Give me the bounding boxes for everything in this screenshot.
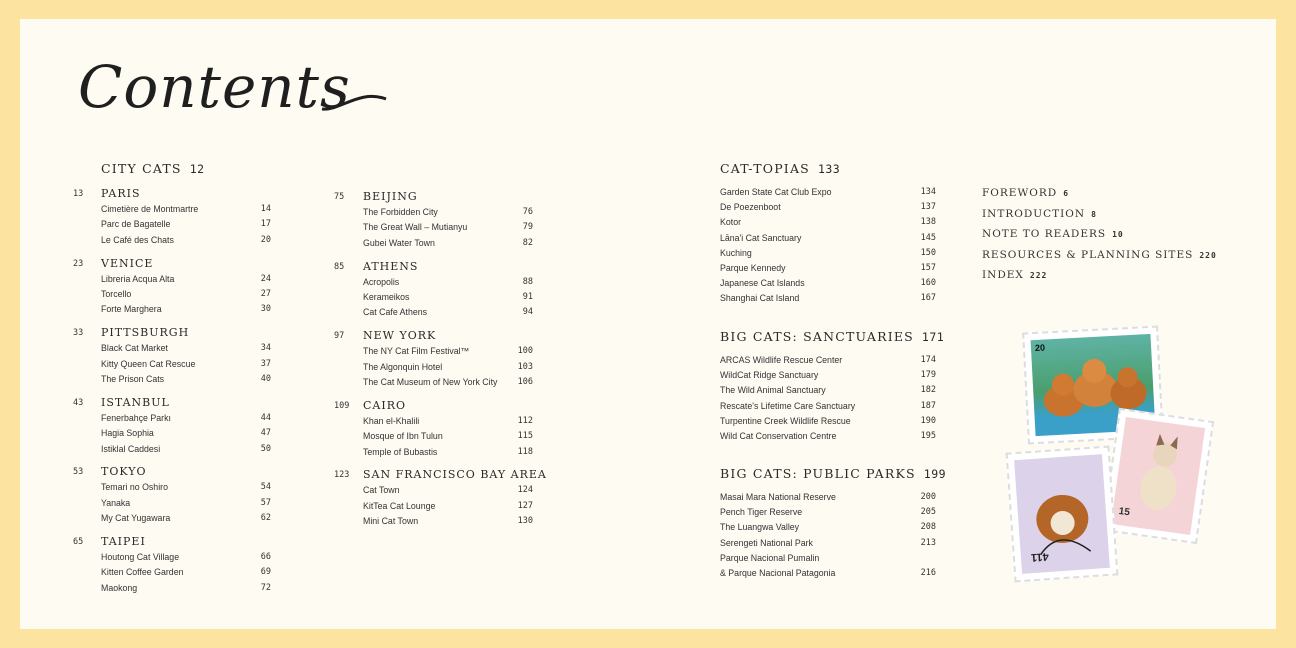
section-label: BIG CATS: PUBLIC PARKS: [720, 466, 916, 481]
entry-title: Black Cat Market: [101, 343, 168, 354]
entry-title: Cimetière de Montmartre: [101, 204, 199, 214]
toc-entry[interactable]: [720, 370, 936, 380]
stamp-value: 15: [1117, 505, 1131, 519]
entry-page: 208: [920, 522, 936, 533]
entry-page: 62: [260, 513, 271, 524]
chapter-number: 85: [334, 261, 345, 272]
toc-entry[interactable]: [363, 207, 533, 217]
section-page: 199: [923, 467, 947, 481]
entry-page: 27: [260, 289, 271, 299]
entry-title: De Poezenboot: [720, 202, 781, 213]
toc-entry[interactable]: [101, 274, 271, 284]
entry-page: 100: [517, 346, 533, 357]
entry-title: Gubei Water Town: [363, 237, 435, 248]
entry-title: Houtong Cat Village: [101, 552, 180, 562]
city-heading[interactable]: PITTSBURGH: [101, 326, 190, 340]
section-page: 133: [817, 162, 841, 176]
toc-entry[interactable]: [363, 501, 533, 511]
entry-title: Yanaka: [101, 497, 131, 508]
entry-title: Acropolis: [363, 276, 400, 287]
toc-entry[interactable]: [101, 304, 271, 314]
toc-entry[interactable]: [363, 377, 533, 387]
entry-page: 10: [1112, 230, 1124, 239]
section-sanctuaries[interactable]: [720, 329, 944, 344]
entry-page: 179: [920, 370, 936, 381]
entry-title: Le Café des Chats: [101, 234, 174, 245]
entry-page: 24: [260, 273, 271, 284]
toc-entry[interactable]: [363, 362, 533, 372]
entry-title: Rescate's Lifetime Care Sanctuary: [720, 400, 856, 411]
entry-page: 17: [260, 219, 271, 230]
toc-entry[interactable]: [720, 431, 936, 441]
toc-entry[interactable]: [720, 568, 936, 578]
entry-page: 103: [517, 361, 533, 372]
entry-title: The Cat Museum of New York City: [363, 377, 498, 387]
entry-title: The Algonquin Hotel: [363, 361, 443, 372]
entry-title: Kuching: [720, 247, 752, 258]
entry-page: 14: [260, 204, 271, 214]
entry-page: 34: [260, 343, 271, 354]
entry-title: INDEX: [982, 269, 1024, 281]
entry-page: 57: [260, 497, 271, 508]
toc-entry[interactable]: [363, 416, 533, 426]
entry-page: 82: [522, 237, 533, 248]
toc-entry[interactable]: [101, 235, 271, 245]
front-matter-entry[interactable]: [982, 187, 1069, 199]
entry-page: 182: [920, 385, 936, 396]
entry-title: Hagia Sophia: [101, 428, 154, 439]
entry-title: Cat Town: [363, 485, 400, 496]
toc-entry[interactable]: [720, 217, 936, 227]
entry-page: 8: [1091, 209, 1097, 219]
chapter-number: 13: [73, 189, 84, 199]
toc-entry[interactable]: [363, 277, 533, 287]
entry-page: 205: [920, 507, 936, 518]
entry-title: The Great Wall – Mutianyu: [363, 222, 468, 233]
entry-page: 20: [260, 234, 271, 245]
chapter-number: 97: [334, 331, 345, 342]
entry-page: 137: [920, 202, 936, 213]
chapter-number: 75: [334, 192, 345, 202]
entry-page: 76: [522, 207, 533, 217]
city-heading[interactable]: CAIRO: [363, 398, 407, 412]
toc-entry[interactable]: [363, 238, 533, 248]
entry-page: 145: [920, 232, 936, 243]
toc-entry[interactable]: [101, 567, 271, 577]
entry-page: 72: [260, 582, 271, 593]
toc-entry[interactable]: [720, 278, 936, 288]
entry-title: Fenerbahçe Parkı: [101, 412, 171, 423]
toc-entry[interactable]: [720, 538, 936, 548]
entry-title: NOTE TO READERS: [982, 228, 1107, 240]
entry-page: 127: [517, 500, 533, 511]
entry-page: 150: [920, 247, 936, 258]
entry-title: INTRODUCTION: [982, 207, 1086, 220]
entry-title: The NY Cat Film Festival™: [363, 346, 470, 357]
entry-title: Parque Kennedy: [720, 263, 786, 273]
toc-entry[interactable]: [720, 355, 936, 365]
entry-page: 160: [920, 278, 936, 289]
chapter-number: 23: [73, 258, 84, 269]
entry-page: 106: [517, 377, 533, 387]
toc-entry[interactable]: [363, 346, 533, 356]
entry-page: 187: [920, 400, 936, 411]
entry-page: 94: [522, 307, 533, 318]
entry-page: 79: [522, 222, 533, 233]
chapter-number: 33: [73, 328, 84, 339]
chapter-number: 43: [73, 397, 84, 408]
entry-page: 167: [920, 293, 936, 304]
section-cat-topias[interactable]: [720, 161, 840, 176]
city-heading[interactable]: TAIPEI: [101, 535, 146, 548]
entry-page: 88: [522, 276, 533, 287]
entry-title: Turpentine Creek Wildlife Rescue: [720, 415, 851, 426]
toc-entry[interactable]: [101, 219, 271, 229]
toc-entry[interactable]: [363, 447, 533, 457]
stamp-value: 20: [1034, 342, 1046, 353]
entry-title: Kotor: [720, 217, 742, 228]
section-label: BIG CATS: SANCTUARIES: [720, 329, 914, 344]
section-page: 171: [921, 330, 945, 344]
entry-page: 47: [260, 428, 271, 439]
toc-entry[interactable]: [363, 431, 533, 441]
toc-entry[interactable]: [720, 233, 936, 243]
entry-page: 220: [1199, 250, 1217, 260]
entry-page: 40: [260, 374, 271, 384]
entry-title: The Forbidden City: [363, 207, 438, 217]
entry-title: Forte Marghera: [101, 304, 162, 315]
entry-title: Shanghai Cat Island: [720, 293, 800, 304]
toc-entry[interactable]: [720, 522, 936, 532]
entry-page: 130: [517, 516, 533, 527]
entry-title: Khan el-Khalili: [363, 415, 420, 426]
toc-entry[interactable]: [101, 583, 271, 593]
entry-page: 54: [260, 482, 271, 493]
entry-title: FOREWORD: [982, 187, 1058, 199]
title-swash: [320, 79, 390, 119]
toc-entry[interactable]: [101, 428, 271, 438]
front-matter-entry[interactable]: [982, 269, 1047, 281]
entry-title: Pench Tiger Reserve: [720, 507, 803, 518]
toc-entry[interactable]: [720, 507, 936, 517]
entry-page: 6: [1063, 189, 1070, 198]
stamp-siamese: [1102, 408, 1214, 544]
toc-entry[interactable]: [720, 553, 936, 563]
entry-title: Temari no Oshiro: [101, 482, 168, 493]
stamp-scottish-fold: [1006, 446, 1119, 583]
entry-page: 50: [260, 443, 271, 454]
section-page: 12: [189, 162, 205, 176]
entry-page: 112: [517, 415, 533, 426]
entry-page: 69: [260, 567, 271, 578]
toc-entry[interactable]: [101, 413, 271, 423]
entry-page: 66: [260, 552, 271, 562]
entry-title: Kerameikos: [363, 292, 410, 302]
entry-page: 134: [920, 187, 936, 197]
entry-title: Cat Cafe Athens: [363, 307, 428, 318]
toc-entry[interactable]: [720, 293, 936, 303]
contents-page: [20, 19, 1276, 629]
entry-page: 115: [517, 431, 533, 442]
entry-title: Garden State Cat Club Expo: [720, 187, 832, 197]
entry-page: 138: [920, 217, 936, 228]
entry-title: Istiklal Caddesi: [101, 443, 161, 454]
city-heading[interactable]: PARIS: [101, 187, 141, 200]
entry-page: 30: [260, 304, 271, 315]
entry-page: 213: [920, 537, 936, 548]
entry-page: 91: [522, 292, 533, 302]
toc-entry[interactable]: [720, 492, 936, 502]
front-matter-entry[interactable]: [982, 228, 1124, 240]
section-label: CAT-TOPIAS: [720, 161, 810, 176]
entry-title: Kitten Coffee Garden: [101, 567, 184, 578]
toc-entry[interactable]: [720, 202, 936, 212]
stamp-value: 411: [1030, 550, 1050, 564]
toc-entry[interactable]: [101, 444, 271, 454]
front-matter-entry[interactable]: [982, 208, 1097, 220]
toc-entry[interactable]: [720, 385, 936, 395]
entry-title: My Cat Yugawara: [101, 513, 171, 524]
section-public-parks[interactable]: [720, 466, 946, 481]
front-matter-entry[interactable]: [982, 249, 1217, 261]
entry-title: Lāna'i Cat Sanctuary: [720, 232, 802, 243]
city-heading[interactable]: VENICE: [101, 256, 154, 270]
section-label: CITY CATS: [101, 161, 182, 176]
page-title: Contents: [78, 53, 351, 121]
chapter-number: 123: [334, 470, 350, 481]
entry-page: 195: [920, 431, 936, 441]
chapter-number: 53: [73, 467, 84, 478]
entry-title: Serengeti National Park: [720, 537, 813, 548]
toc-entry[interactable]: [101, 374, 271, 384]
toc-entry[interactable]: [363, 292, 533, 302]
entry-title: KitTea Cat Lounge: [363, 500, 436, 511]
entry-title: ARCAS Wildlife Rescue Center: [720, 355, 843, 365]
entry-title: Masai Mara National Reserve: [720, 492, 836, 502]
entry-title: The Wild Animal Sanctuary: [720, 385, 826, 396]
toc-entry[interactable]: [101, 552, 271, 562]
toc-entry[interactable]: [720, 187, 936, 197]
section-city-cats[interactable]: [101, 161, 205, 176]
entry-page: 118: [517, 446, 533, 457]
entry-page: 190: [920, 415, 936, 426]
toc-entry[interactable]: [101, 359, 271, 369]
entry-title: The Luangwa Valley: [720, 522, 800, 533]
entry-page: 174: [920, 355, 936, 365]
entry-page: 200: [920, 492, 936, 502]
entry-page: 216: [920, 568, 936, 578]
toc-entry[interactable]: [363, 307, 533, 317]
entry-page: 157: [920, 263, 936, 273]
entry-title: Kitty Queen Cat Rescue: [101, 358, 196, 369]
city-heading[interactable]: TOKYO: [101, 465, 147, 479]
entry-page: 124: [517, 485, 533, 496]
city-heading[interactable]: ATHENS: [363, 259, 419, 273]
entry-page: 37: [260, 358, 271, 369]
entry-title: & Parque Nacional Patagonia: [720, 568, 836, 578]
toc-entry[interactable]: [101, 343, 271, 353]
toc-entry[interactable]: [720, 263, 936, 273]
toc-entry[interactable]: [101, 513, 271, 523]
toc-entry[interactable]: [720, 416, 936, 426]
entry-title: Libreria Acqua Alta: [101, 273, 175, 284]
entry-title: WildCat Ridge Sanctuary: [720, 370, 819, 381]
entry-title: RESOURCES & PLANNING SITES: [982, 248, 1194, 261]
toc-entry[interactable]: [363, 222, 533, 232]
toc-entry[interactable]: [101, 482, 271, 492]
toc-entry[interactable]: [720, 248, 936, 258]
city-heading[interactable]: ISTANBUL: [101, 395, 170, 409]
entry-title: The Prison Cats: [101, 374, 165, 384]
toc-entry[interactable]: [363, 516, 533, 526]
toc-entry[interactable]: [101, 498, 271, 508]
entry-title: Maokong: [101, 582, 138, 593]
chapter-number: 109: [334, 400, 350, 411]
toc-entry[interactable]: [101, 289, 271, 299]
entry-title: Parc de Bagatelle: [101, 219, 171, 230]
toc-entry[interactable]: [101, 204, 271, 214]
entry-page: 222: [1029, 271, 1048, 280]
entry-title: Japanese Cat Islands: [720, 278, 805, 289]
toc-entry[interactable]: [720, 401, 936, 411]
entry-title: Mini Cat Town: [363, 516, 419, 527]
scottish-fold-illustration: [1014, 454, 1108, 572]
toc-entry[interactable]: [363, 485, 533, 495]
city-heading[interactable]: BEIJING: [363, 190, 418, 203]
entry-title: Torcello: [101, 289, 132, 299]
chapter-number: 65: [73, 537, 84, 547]
entry-title: Mosque of Ibn Tulun: [363, 431, 443, 442]
entry-title: Wild Cat Conservation Centre: [720, 431, 837, 441]
city-heading[interactable]: SAN FRANCISCO BAY AREA: [363, 468, 547, 482]
entry-title: Parque Nacional Pumalin: [720, 552, 820, 563]
city-heading[interactable]: NEW YORK: [363, 329, 437, 343]
entry-page: 44: [260, 412, 271, 423]
entry-title: Temple of Bubastis: [363, 446, 438, 457]
